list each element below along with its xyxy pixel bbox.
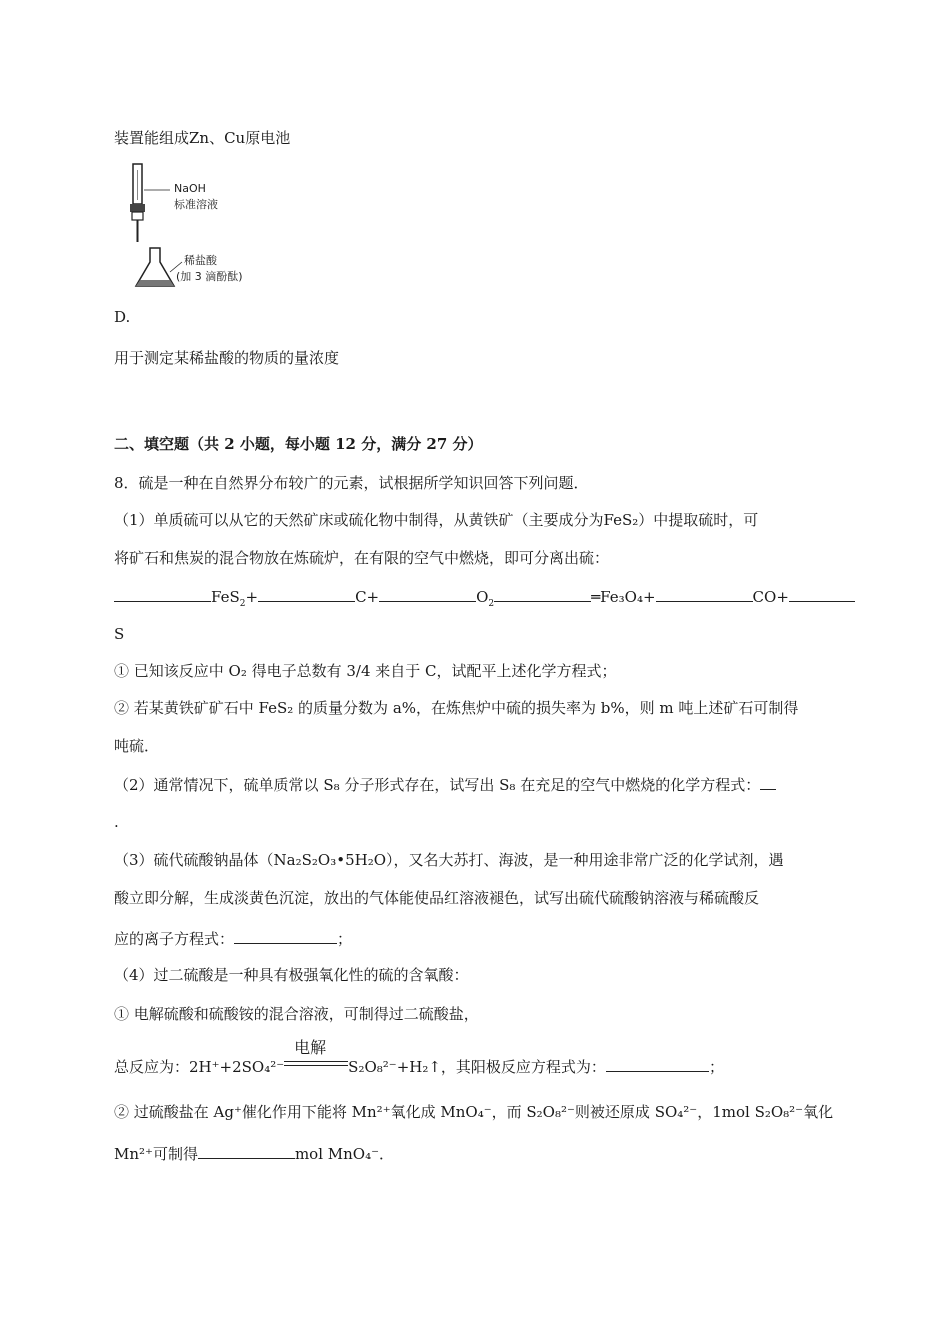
q8-sub1: ① 已知该反应中 O₂ 得电子总数有 3/4 来自于 C，试配平上述化学方程式； [114,662,617,680]
q8-p4-total-prefix: 总反应为：2H⁺+2SO₄²⁻ [114,1058,285,1076]
intro-line: 装置能组成Zn、Cu原电池 [114,129,291,147]
option-d-label: D. [114,308,131,326]
eq-c: C+ [355,588,380,606]
q8-p3-line3-wrap: 应的离子方程式： ； [114,930,353,948]
q8-p3-line2: 酸立即分解，生成淡黄色沉淀，放出的气体能使品红溶液褪色，试写出硫代硫酸钠溶液与稀硫酸反 [114,889,760,907]
eq-co: CO+ [752,588,789,606]
q8-p4-sub2-line2-prefix: Mn²⁺可制得 [114,1145,198,1163]
q8-sub2-line2: 吨硫． [114,737,160,755]
answer-blank-s8[interactable] [760,774,776,790]
coef-blank-c[interactable] [258,586,355,602]
q8-p4-total-suffix: S₂O₈²⁻+H₂↑，其阳极反应方程式为： [348,1058,606,1076]
titration-apparatus-figure [130,162,270,302]
q8-p4-line1: （4）过二硫酸是一种具有极强氧化性的硫的含氧酸： [114,966,469,984]
coef-blank-fe3o4[interactable] [494,586,591,602]
coef-blank-o2[interactable] [379,586,476,602]
q8-stem: 8．硫是一种在自然界分布较广的元素，试根据所学知识回答下列问题． [114,474,589,492]
q8-p3-line1: （3）硫代硫酸钠晶体（Na₂S₂O₃•5H₂O），又名大苏打、海波，是一种用途非常广泛的化学试剂，遇 [114,851,784,869]
q8-p4-sub2-line1: ② 过硫酸盐在 Ag⁺催化作用下能将 Mn²⁺氧化成 MnO₄⁻，而 S₂O₈²⁻则被还原成 SO₄²⁻，1mol S₂O₈²⁻氧化 [114,1103,834,1121]
electrolysis-arrow [284,1038,348,1072]
clamp-icon [130,204,145,212]
dilute-hcl-label: 稀盐酸 [184,254,217,267]
eq-s: S [114,625,125,643]
answer-blank-ionic[interactable] [234,928,337,944]
coef-blank-fes2[interactable] [114,586,211,602]
section-title: 二、填空题（共 2 小题，每小题 12 分，满分 27 分） [114,435,483,453]
q8-p2-line2: . [114,813,119,831]
q8-sub2-line1: ② 若某黄铁矿矿石中 FeS₂ 的质量分数为 a%，在炼焦炉中硫的损失率为 b%，则 m 吨上述矿石可制得 [114,699,799,717]
q8-p4-sub2-line2-suffix: mol MnO₄⁻． [294,1145,395,1163]
q8-p2-line1: （2）通常情况下，硫单质常以 S₈ 分子形式存在，试写出 S₈ 在充足的空气中燃烧的化学方程式： [114,776,761,794]
equation-line: $FeS_2+ C+ O_2$ ═Fe₃O₄+ CO+ [114,586,855,607]
answer-blank-anode[interactable] [606,1056,709,1072]
electrolysis-condition: 电解 [294,1038,327,1057]
answer-blank-mno4[interactable] [198,1143,295,1159]
q8-p4-sub1: ① 电解硫酸和硫酸铵的混合溶液，可制得过二硫酸盐， [114,1005,479,1023]
phenolphthalein-label: (加 3 滴酚酞) [176,270,243,283]
q8-p4-sub2-line2-wrap [114,1143,394,1164]
standard-solution-label: 标准溶液 [174,198,218,211]
q8-p4-total-wrap: 总反应为：2H⁺+2SO₄²⁻ 电解 S₂O₈²⁻+H₂↑，其阳极反应方程式为： ； [114,1038,724,1076]
coef-blank-s[interactable] [789,586,855,602]
q8-p2-line1-wrap [114,774,776,795]
coef-blank-co[interactable] [656,586,753,602]
q8-p1-line2: 将矿石和焦炭的混合物放在炼硫炉，在有限的空气中燃烧，即可分离出硫： [114,549,610,567]
eq-fe3o4: ═Fe₃O₄+ [591,588,656,606]
option-d-text: 用于测定某稀盐酸的物质的量浓度 [114,349,340,367]
eq-fes2: FeS [211,588,240,606]
q8-p3-line3: 应的离子方程式： [114,930,235,948]
q8-p1-line1: （1）单质硫可以从它的天然矿床或硫化物中制得，从黄铁矿（主要成分为FeS₂）中提取硫时，可 [114,511,759,529]
eq-o2: O [476,588,489,606]
naoh-label: NaOH [174,182,206,195]
